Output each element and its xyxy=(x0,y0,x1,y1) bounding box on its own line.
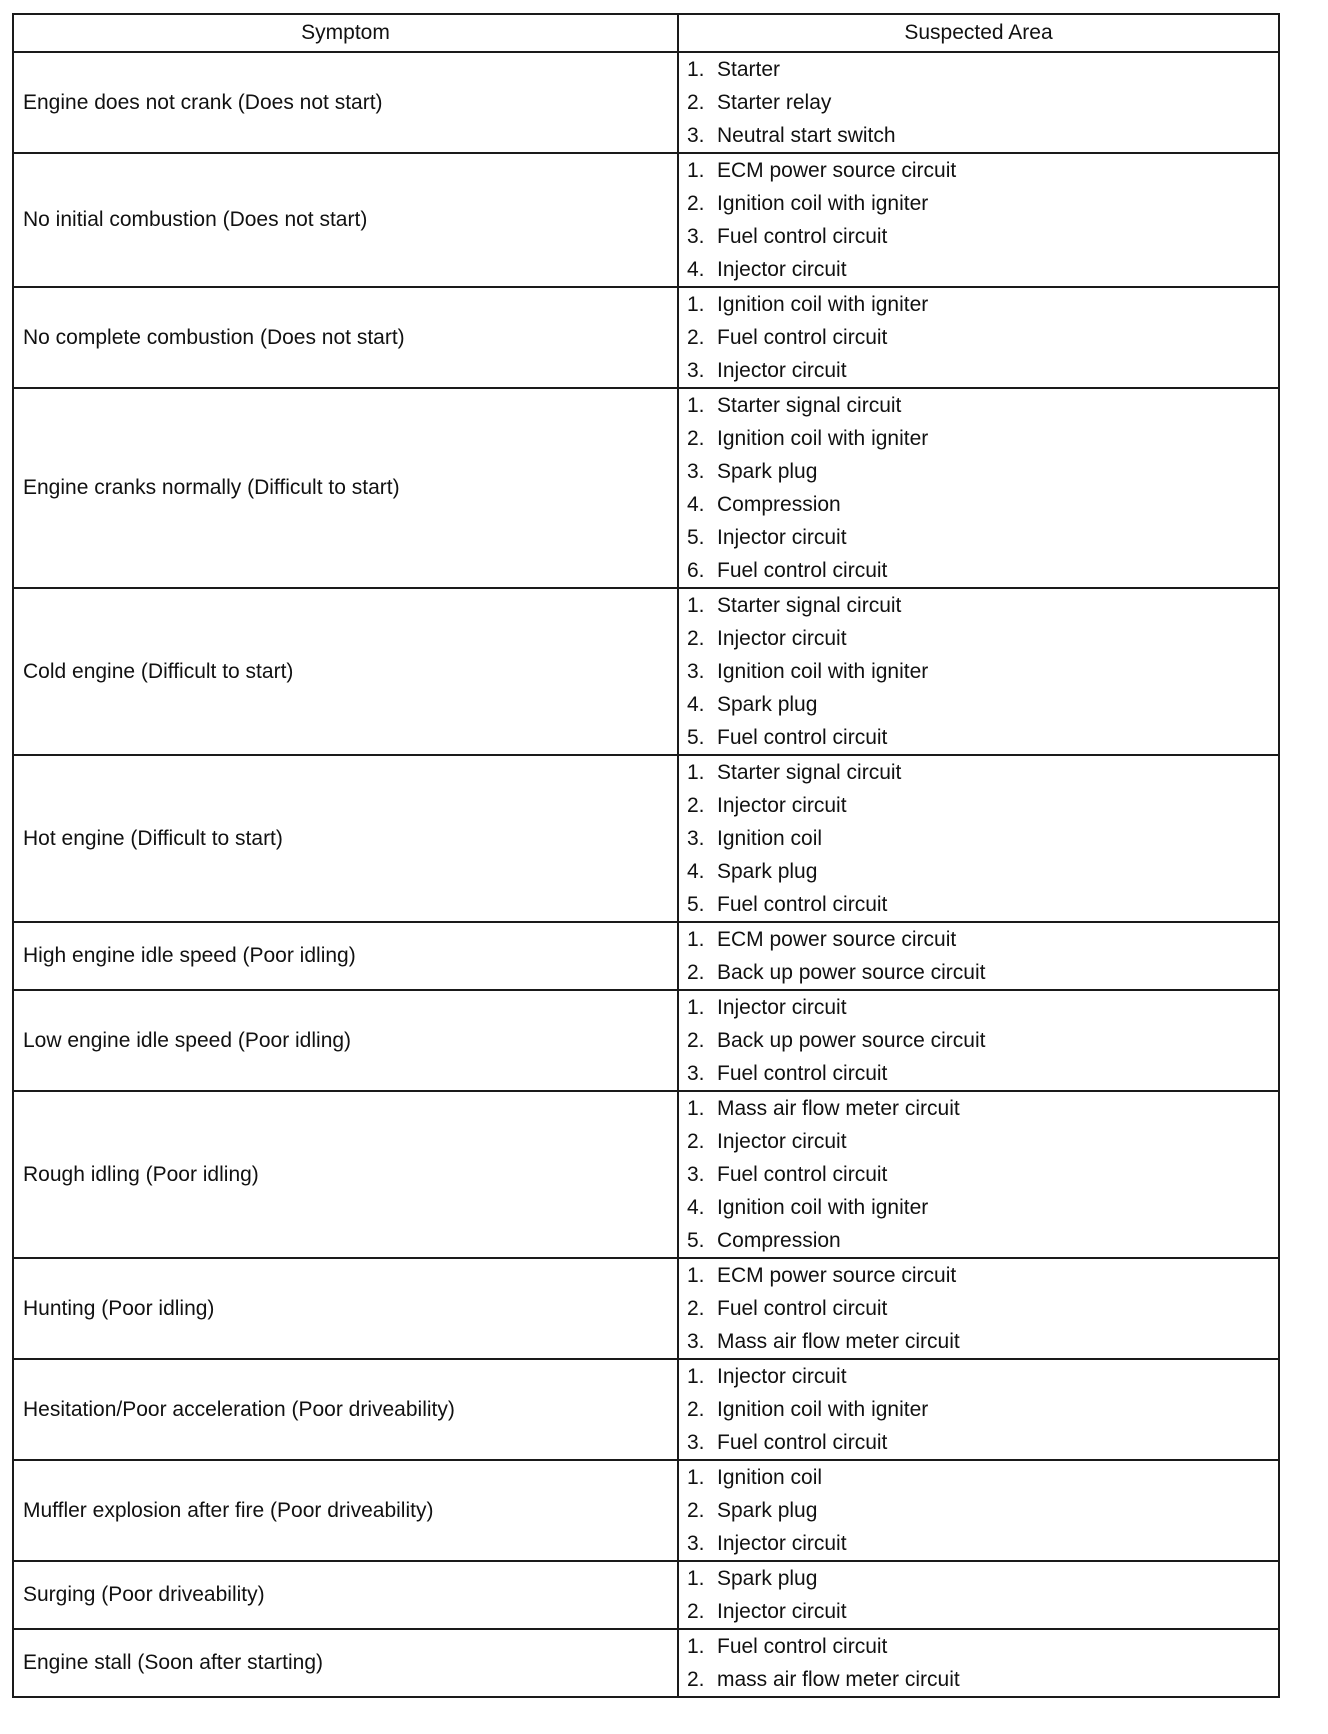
list-item-number: 1. xyxy=(687,1567,705,1590)
list-item xyxy=(687,1663,1278,1696)
list-item-number: 4. xyxy=(687,258,705,281)
list-item-text: Fuel control circuit xyxy=(717,726,888,749)
list-item-text: Compression xyxy=(717,493,841,516)
list-item-text: Ignition coil xyxy=(717,1466,823,1489)
list-item-number: 1. xyxy=(687,394,705,417)
list-item-text: ECM power source circuit xyxy=(717,1264,957,1287)
list-item-text: Fuel control circuit xyxy=(717,326,888,349)
list-item xyxy=(687,1630,1278,1663)
list-item-number: 1. xyxy=(687,1635,705,1658)
list-item xyxy=(687,154,1278,187)
symptom-cell: Cold engine (Difficult to start) xyxy=(13,588,678,755)
suspected-area-cell xyxy=(678,1091,1279,1258)
list-item xyxy=(687,688,1278,721)
list-item xyxy=(687,1092,1278,1125)
list-item xyxy=(687,1057,1278,1090)
list-item-number: 1. xyxy=(687,928,705,951)
list-item xyxy=(687,86,1278,119)
list-item-text: Fuel control circuit xyxy=(717,225,888,248)
list-item xyxy=(687,1562,1278,1595)
list-item-number: 4. xyxy=(687,693,705,716)
symptom-cell: No initial combustion (Does not start) xyxy=(13,153,678,287)
suspected-area-cell xyxy=(678,153,1279,287)
list-item-number: 1. xyxy=(687,761,705,784)
list-item xyxy=(687,1426,1278,1459)
list-item-number: 2. xyxy=(687,326,705,349)
suspected-area-cell xyxy=(678,1629,1279,1697)
list-item-number: 1. xyxy=(687,58,705,81)
symptom-cell: Engine cranks normally (Difficult to start) xyxy=(13,388,678,588)
list-item xyxy=(687,321,1278,354)
list-item-number: 3. xyxy=(687,124,705,147)
table-row xyxy=(13,1561,1279,1629)
list-item-text: Neutral start switch xyxy=(717,124,896,147)
table-row xyxy=(13,1629,1279,1697)
list-item-text: Ignition coil xyxy=(717,827,823,850)
list-item xyxy=(687,655,1278,688)
list-item xyxy=(687,888,1278,921)
list-item-text: Fuel control circuit xyxy=(717,1431,888,1454)
list-item-number: 1. xyxy=(687,159,705,182)
list-item xyxy=(687,1461,1278,1494)
suspected-area-cell xyxy=(678,1460,1279,1561)
list-item-text: Injector circuit xyxy=(717,526,847,549)
list-item-number: 2. xyxy=(687,427,705,450)
list-item-text: Starter signal circuit xyxy=(717,594,902,617)
suspected-area-cell xyxy=(678,287,1279,388)
list-item xyxy=(687,923,1278,956)
list-item xyxy=(687,488,1278,521)
list-item-text: Starter relay xyxy=(717,91,832,114)
list-item xyxy=(687,53,1278,86)
suspected-area-column-header: Suspected Area xyxy=(678,14,1279,52)
list-item-text: Spark plug xyxy=(717,693,818,716)
symptom-cell: Engine stall (Soon after starting) xyxy=(13,1629,678,1697)
list-item-number: 2. xyxy=(687,1130,705,1153)
list-item xyxy=(687,1527,1278,1560)
suspected-area-cell xyxy=(678,388,1279,588)
list-item xyxy=(687,855,1278,888)
list-item-text: Ignition coil with igniter xyxy=(717,427,929,450)
list-item-number: 6. xyxy=(687,559,705,582)
symptom-cell: Hesitation/Poor acceleration (Poor driveability) xyxy=(13,1359,678,1460)
symptom-column-header: Symptom xyxy=(13,14,678,52)
list-item-number: 1. xyxy=(687,1365,705,1388)
list-item-text: Back up power source circuit xyxy=(717,961,986,984)
table-header-row xyxy=(13,14,1279,52)
list-item-number: 1. xyxy=(687,996,705,1019)
list-item-number: 3. xyxy=(687,225,705,248)
list-item xyxy=(687,1191,1278,1224)
list-item-text: Injector circuit xyxy=(717,1365,847,1388)
list-item-number: 2. xyxy=(687,627,705,650)
table-row xyxy=(13,755,1279,922)
list-item xyxy=(687,1125,1278,1158)
list-item-text: Fuel control circuit xyxy=(717,1062,888,1085)
list-item-number: 2. xyxy=(687,91,705,114)
list-item-text: Starter xyxy=(717,58,781,81)
list-item xyxy=(687,822,1278,855)
list-item xyxy=(687,521,1278,554)
list-item-number: 3. xyxy=(687,460,705,483)
list-item-number: 3. xyxy=(687,660,705,683)
list-item-number: 3. xyxy=(687,1431,705,1454)
symptom-cell: Low engine idle speed (Poor idling) xyxy=(13,990,678,1091)
table-row xyxy=(13,1258,1279,1359)
table-body xyxy=(13,52,1279,1697)
symptom-cell: Hunting (Poor idling) xyxy=(13,1258,678,1359)
symptom-cell: High engine idle speed (Poor idling) xyxy=(13,922,678,990)
list-item xyxy=(687,1259,1278,1292)
symptom-table xyxy=(12,13,1280,1698)
list-item-number: 2. xyxy=(687,1297,705,1320)
list-item-text: Fuel control circuit xyxy=(717,1163,888,1186)
list-item-text: Compression xyxy=(717,1229,841,1252)
table-row xyxy=(13,1091,1279,1258)
list-item-number: 2. xyxy=(687,1668,705,1691)
list-item xyxy=(687,119,1278,152)
list-item xyxy=(687,220,1278,253)
suspected-area-cell xyxy=(678,990,1279,1091)
list-item-text: ECM power source circuit xyxy=(717,159,957,182)
list-item xyxy=(687,1024,1278,1057)
list-item xyxy=(687,991,1278,1024)
list-item xyxy=(687,1292,1278,1325)
list-item-number: 3. xyxy=(687,1330,705,1353)
list-item-text: Injector circuit xyxy=(717,359,847,382)
list-item-text: Ignition coil with igniter xyxy=(717,660,929,683)
suspected-area-cell xyxy=(678,588,1279,755)
list-item xyxy=(687,1158,1278,1191)
list-item-text: Injector circuit xyxy=(717,794,847,817)
list-item-number: 1. xyxy=(687,1466,705,1489)
list-item-text: Ignition coil with igniter xyxy=(717,1398,929,1421)
list-item-number: 1. xyxy=(687,293,705,316)
list-item-number: 3. xyxy=(687,359,705,382)
symptom-cell: No complete combustion (Does not start) xyxy=(13,287,678,388)
symptom-cell: Muffler explosion after fire (Poor driveability) xyxy=(13,1460,678,1561)
list-item-number: 4. xyxy=(687,860,705,883)
list-item-number: 3. xyxy=(687,1163,705,1186)
list-item xyxy=(687,422,1278,455)
list-item xyxy=(687,187,1278,220)
list-item-text: Ignition coil with igniter xyxy=(717,192,929,215)
list-item-text: Injector circuit xyxy=(717,1600,847,1623)
list-item-text: Fuel control circuit xyxy=(717,559,888,582)
list-item-number: 3. xyxy=(687,1532,705,1555)
list-item-text: Back up power source circuit xyxy=(717,1029,986,1052)
list-item-number: 5. xyxy=(687,893,705,916)
list-item-text: Fuel control circuit xyxy=(717,893,888,916)
list-item-number: 4. xyxy=(687,1196,705,1219)
list-item-number: 2. xyxy=(687,961,705,984)
suspected-area-cell xyxy=(678,755,1279,922)
list-item xyxy=(687,354,1278,387)
list-item-text: Starter signal circuit xyxy=(717,394,902,417)
list-item xyxy=(687,1494,1278,1527)
list-item xyxy=(687,389,1278,422)
symptom-cell: Hot engine (Difficult to start) xyxy=(13,755,678,922)
list-item-text: Injector circuit xyxy=(717,1532,847,1555)
list-item xyxy=(687,1393,1278,1426)
list-item-number: 1. xyxy=(687,594,705,617)
list-item xyxy=(687,1360,1278,1393)
list-item xyxy=(687,455,1278,488)
list-item-number: 2. xyxy=(687,192,705,215)
symptom-cell: Rough idling (Poor idling) xyxy=(13,1091,678,1258)
list-item-number: 3. xyxy=(687,1062,705,1085)
table-row xyxy=(13,388,1279,588)
list-item xyxy=(687,253,1278,286)
list-item xyxy=(687,956,1278,989)
list-item xyxy=(687,1325,1278,1358)
list-item xyxy=(687,721,1278,754)
list-item-text: Injector circuit xyxy=(717,996,847,1019)
list-item-number: 2. xyxy=(687,1600,705,1623)
table-row xyxy=(13,287,1279,388)
list-item-text: Fuel control circuit xyxy=(717,1297,888,1320)
list-item-number: 5. xyxy=(687,726,705,749)
list-item-text: Spark plug xyxy=(717,860,818,883)
list-item-text: Spark plug xyxy=(717,1567,818,1590)
list-item-number: 1. xyxy=(687,1097,705,1120)
list-item-text: Mass air flow meter circuit xyxy=(717,1330,960,1353)
list-item xyxy=(687,622,1278,655)
suspected-area-cell xyxy=(678,1258,1279,1359)
list-item xyxy=(687,1595,1278,1628)
suspected-area-cell xyxy=(678,1359,1279,1460)
list-item-number: 2. xyxy=(687,1499,705,1522)
table-row xyxy=(13,588,1279,755)
table-row xyxy=(13,153,1279,287)
suspected-area-cell xyxy=(678,922,1279,990)
list-item xyxy=(687,789,1278,822)
list-item xyxy=(687,288,1278,321)
list-item-text: ECM power source circuit xyxy=(717,928,957,951)
symptom-cell: Engine does not crank (Does not start) xyxy=(13,52,678,153)
list-item-text: Injector circuit xyxy=(717,1130,847,1153)
table-row xyxy=(13,52,1279,153)
list-item xyxy=(687,589,1278,622)
list-item-text: Injector circuit xyxy=(717,627,847,650)
table-row xyxy=(13,990,1279,1091)
list-item-number: 2. xyxy=(687,794,705,817)
list-item xyxy=(687,756,1278,789)
list-item-number: 4. xyxy=(687,493,705,516)
symptom-cell: Surging (Poor driveability) xyxy=(13,1561,678,1629)
table-row xyxy=(13,1359,1279,1460)
list-item xyxy=(687,554,1278,587)
table-row xyxy=(13,1460,1279,1561)
list-item-text: Starter signal circuit xyxy=(717,761,902,784)
list-item-number: 5. xyxy=(687,1229,705,1252)
list-item-text: Injector circuit xyxy=(717,258,847,281)
list-item-text: Mass air flow meter circuit xyxy=(717,1097,960,1120)
list-item-text: mass air flow meter circuit xyxy=(717,1668,960,1691)
list-item-number: 1. xyxy=(687,1264,705,1287)
suspected-area-cell xyxy=(678,52,1279,153)
list-item-text: Fuel control circuit xyxy=(717,1635,888,1658)
list-item-number: 3. xyxy=(687,827,705,850)
list-item xyxy=(687,1224,1278,1257)
suspected-area-cell xyxy=(678,1561,1279,1629)
list-item-number: 2. xyxy=(687,1029,705,1052)
list-item-text: Spark plug xyxy=(717,460,818,483)
list-item-text: Spark plug xyxy=(717,1499,818,1522)
list-item-number: 5. xyxy=(687,526,705,549)
list-item-text: Ignition coil with igniter xyxy=(717,1196,929,1219)
list-item-number: 2. xyxy=(687,1398,705,1421)
list-item-text: Ignition coil with igniter xyxy=(717,293,929,316)
table-row xyxy=(13,922,1279,990)
